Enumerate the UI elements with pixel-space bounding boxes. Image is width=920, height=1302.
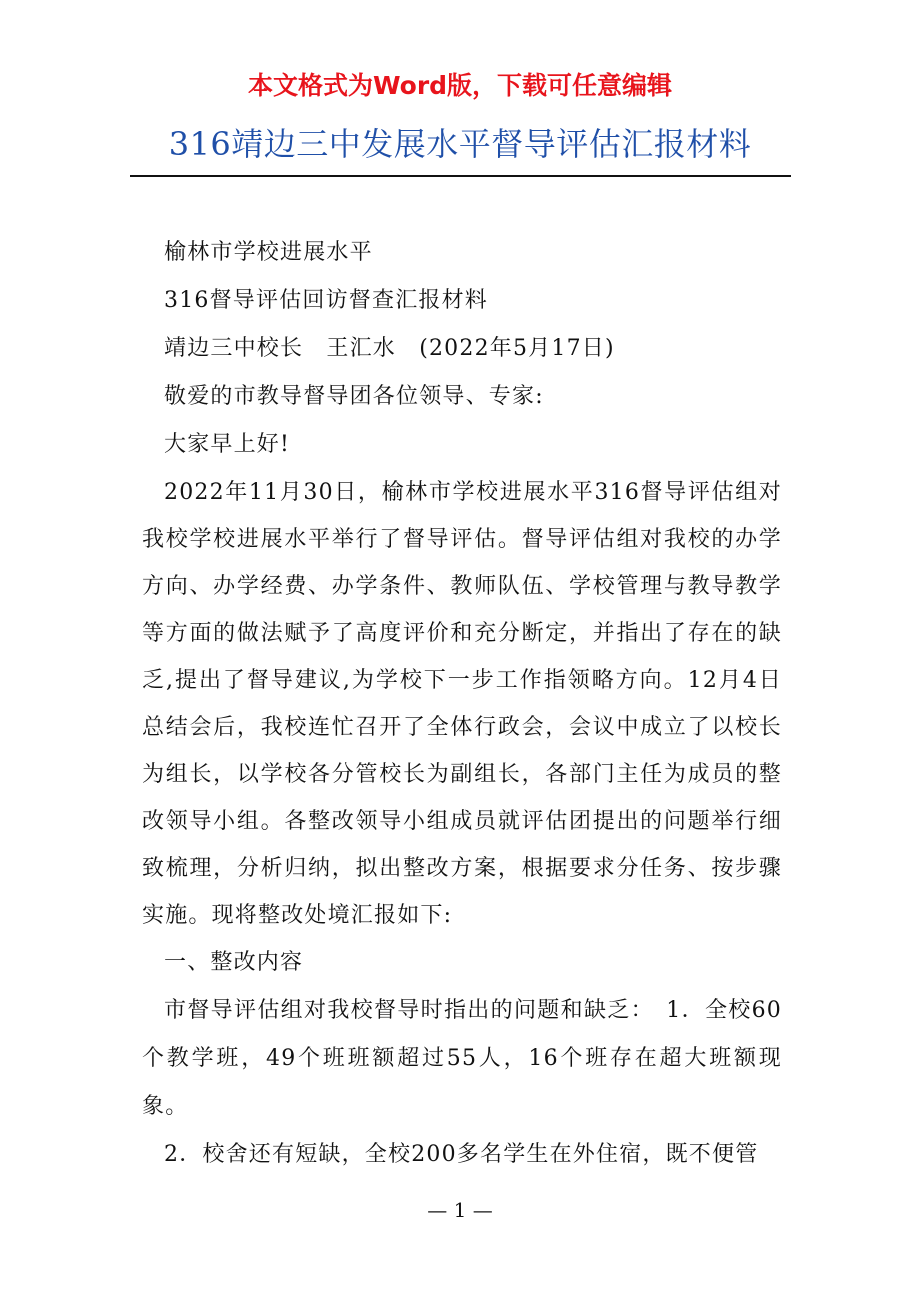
download-banner: 本文格式为Word版，下载可任意编辑	[247, 71, 673, 100]
title-divider	[130, 175, 791, 177]
document-body	[142, 229, 782, 1179]
paragraph-main: 2022年11月30日，榆林市学校进展水平316督导评估组对我校学校进展水平举行了督导评估。督导评估组对我校的办学方向、办学经费、办学条件、教师队伍、学校管理与教导教学等方面的做法赋予了高度评价和充分断定，并指出了存在的缺乏,提出了督导建议,为学校下一步工作指领略方向。12月4日总结会后，我校连忙召开了全体行政会，会议中成立了以校长为组长，以学校各分管校长为副组长，各部门主任为成员的整改领导小组。各整改领导小组成员就评估团提出的问题举行细致梳理，分析归纳，拟出整改方案，根据要求分任务、按步骤实施。现将整改处境汇报如下:	[142, 480, 782, 928]
paragraph-author-line: 靖边三中校长 王汇水 (2022年5月17日)	[164, 336, 615, 361]
paragraph-greeting: 大家早上好!	[164, 432, 291, 457]
paragraph-issue-2: 2．校舍还有短缺，全校200多名学生在外住宿，既不便管	[164, 1142, 759, 1167]
paragraph-section-heading: 一、整改内容	[164, 950, 304, 975]
paragraph-issues: 市督导评估组对我校督导时指出的问题和缺乏： 1．全校60个教学班，49个班班额超过55人，16个班存在超大班额现象。	[142, 998, 782, 1119]
document-title: 316靖边三中发展水平督导评估汇报材料	[168, 125, 752, 163]
page-number: — 1 —	[427, 1198, 493, 1222]
paragraph-salutation: 敬爱的市教导督导团各位领导、专家:	[164, 384, 544, 409]
paragraph-heading-1: 榆林市学校进展水平	[164, 240, 373, 265]
paragraph-heading-2: 316督导评估回访督查汇报材料	[164, 288, 488, 313]
